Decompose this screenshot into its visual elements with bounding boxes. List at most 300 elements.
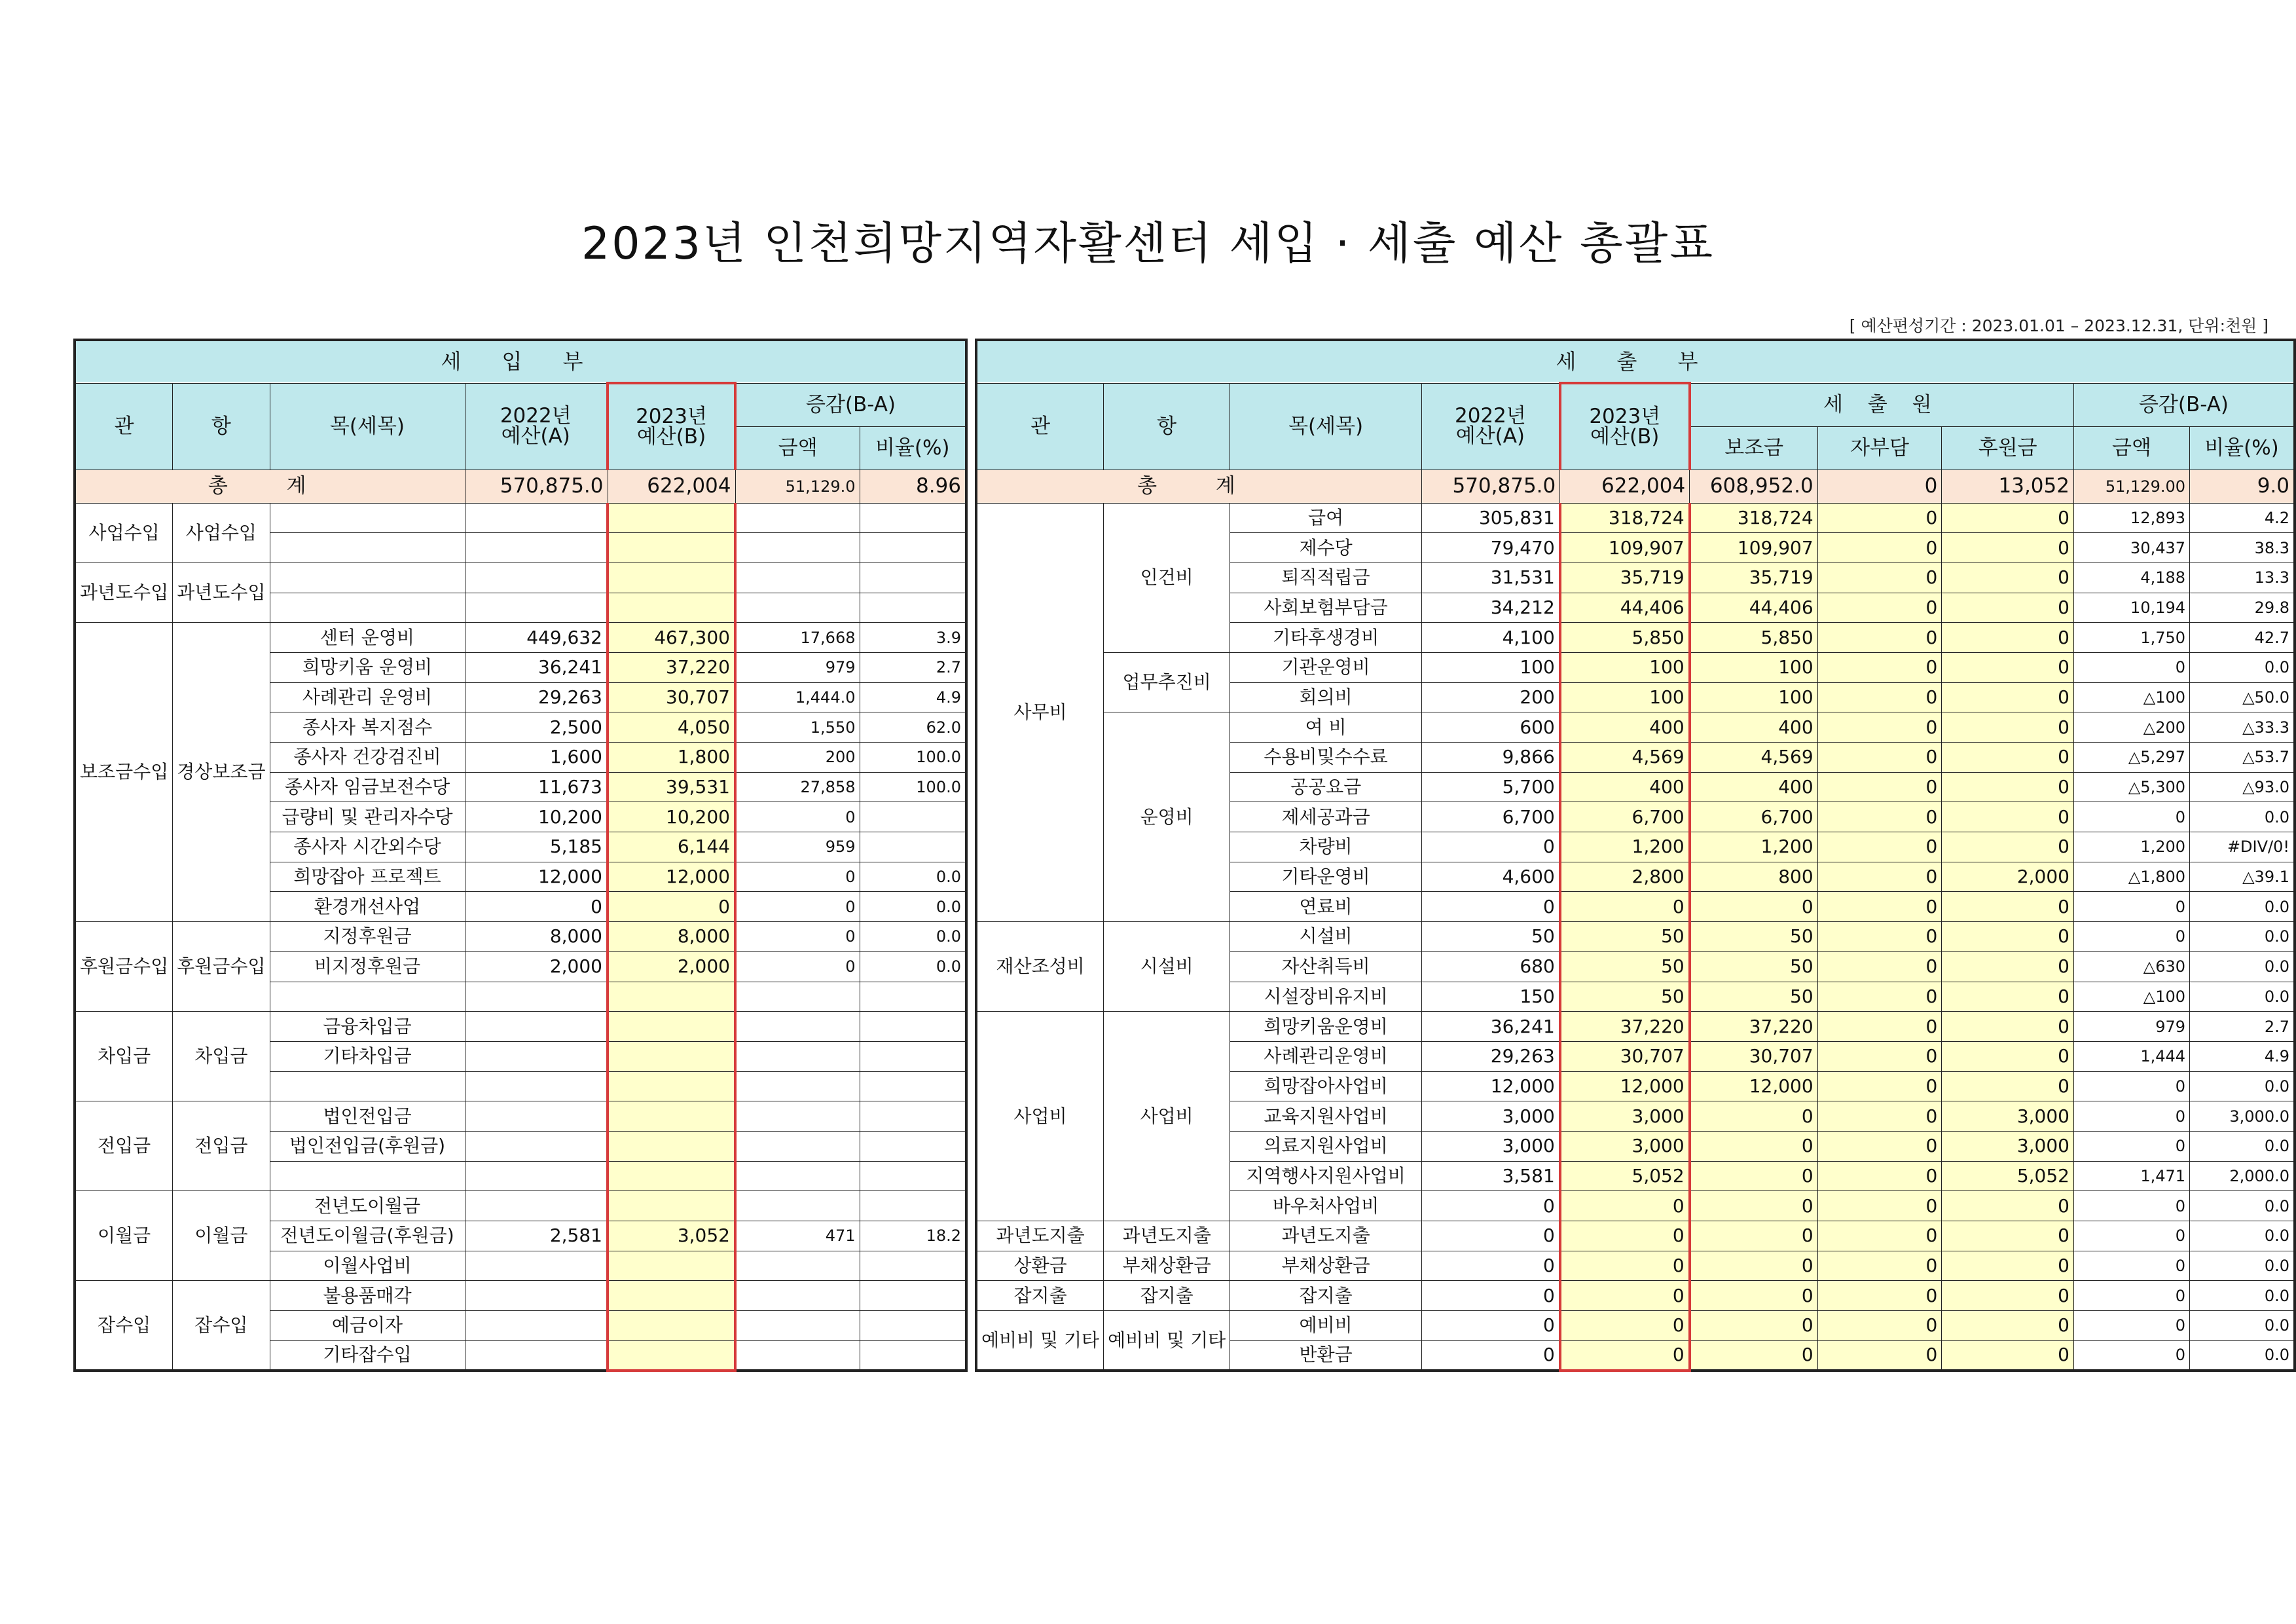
expense-self: 0 [1817, 1131, 1942, 1161]
expense-2022: 34,212 [1422, 593, 1560, 623]
income-change-ratio [860, 1311, 966, 1341]
income-2023 [608, 982, 735, 1012]
income-mok: 전년도이월금 [270, 1191, 465, 1221]
expense-self: 0 [1817, 1311, 1942, 1341]
expense-2023: 3,000 [1560, 1101, 1690, 1132]
expense-mok: 연료비 [1230, 892, 1422, 922]
income-change-ratio [860, 832, 966, 862]
income-gwan: 사업수입 [75, 503, 173, 563]
expense-mok: 교육지원사업비 [1230, 1101, 1422, 1132]
income-mok: 센터 운영비 [270, 623, 465, 653]
income-change-ratio: 100.0 [860, 743, 966, 773]
income-hang: 경상보조금 [173, 623, 270, 922]
expense-change-amount: 0 [2073, 802, 2189, 832]
expense-total-row [976, 470, 2295, 503]
income-2022 [465, 1101, 608, 1132]
expense-change-ratio: 3,000.0 [2190, 1101, 2295, 1132]
expense-self: 0 [1817, 862, 1942, 892]
income-mok: 기타차입금 [270, 1041, 465, 1071]
expense-donation: 0 [1942, 1221, 2074, 1251]
income-gwan: 잡수입 [75, 1281, 173, 1371]
income-2023: 2,000 [608, 951, 735, 982]
expense-2022: 4,100 [1422, 623, 1560, 653]
income-row [75, 1281, 966, 1311]
income-col-2023: 2023년 예산(B) [608, 383, 735, 470]
expense-mok: 과년도지출 [1230, 1221, 1422, 1251]
expense-2023: 2,800 [1560, 862, 1690, 892]
expense-mok: 사례관리운영비 [1230, 1041, 1422, 1071]
expense-subsidy: 400 [1690, 712, 1817, 743]
income-change-amount [735, 1131, 860, 1161]
expense-donation: 0 [1942, 1041, 2074, 1071]
expense-self: 0 [1817, 1191, 1942, 1221]
income-total-2022: 570,875.0 [465, 470, 608, 503]
expense-self: 0 [1817, 1340, 1942, 1371]
expense-gwan: 상환금 [976, 1251, 1104, 1281]
expense-self: 0 [1817, 982, 1942, 1012]
expense-subsidy: 318,724 [1690, 503, 1817, 533]
expense-donation: 0 [1942, 533, 2074, 563]
expense-change-amount: 0 [2073, 1251, 2189, 1281]
expense-2022: 600 [1422, 712, 1560, 743]
expense-self: 0 [1817, 1281, 1942, 1311]
expense-change-ratio: 4.9 [2190, 1041, 2295, 1071]
expense-subsidy: 100 [1690, 682, 1817, 712]
income-mok [270, 563, 465, 593]
income-change-ratio [860, 1281, 966, 1311]
expense-2022: 4,600 [1422, 862, 1560, 892]
expense-change-amount: 4,188 [2073, 563, 2189, 593]
income-2022 [465, 1251, 608, 1281]
expense-2022: 0 [1422, 1311, 1560, 1341]
income-2022: 2,000 [465, 951, 608, 982]
expense-self: 0 [1817, 1012, 1942, 1042]
expense-mok: 희망키움운영비 [1230, 1012, 1422, 1042]
income-change-ratio [860, 1071, 966, 1101]
expense-col-gwan: 관 [976, 383, 1104, 470]
expense-self: 0 [1817, 533, 1942, 563]
income-2023 [608, 593, 735, 623]
expense-change-amount: 0 [2073, 1221, 2189, 1251]
expense-row [976, 712, 2295, 743]
income-mok: 금융차입금 [270, 1012, 465, 1042]
expense-change-ratio: △93.0 [2190, 772, 2295, 802]
income-change-amount [735, 1161, 860, 1191]
expense-subsidy: 4,569 [1690, 743, 1817, 773]
income-change-amount [735, 593, 860, 623]
expense-2022: 305,831 [1422, 503, 1560, 533]
income-2023: 1,800 [608, 743, 735, 773]
expense-2023: 5,052 [1560, 1161, 1690, 1191]
expense-2022: 0 [1422, 892, 1560, 922]
expense-donation: 0 [1942, 623, 2074, 653]
expense-2023: 0 [1560, 1281, 1690, 1311]
expense-col-subsidy: 보조금 [1690, 426, 1817, 470]
income-2023 [608, 1191, 735, 1221]
expense-donation: 0 [1942, 1071, 2074, 1101]
expense-self: 0 [1817, 802, 1942, 832]
income-change-amount [735, 1071, 860, 1101]
expense-2023: 1,200 [1560, 832, 1690, 862]
income-row [75, 623, 966, 653]
expense-donation: 0 [1942, 802, 2074, 832]
expense-change-ratio: 2,000.0 [2190, 1161, 2295, 1191]
expense-change-amount: 0 [2073, 652, 2189, 682]
expense-mok: 제세공과금 [1230, 802, 1422, 832]
expense-self: 0 [1817, 1041, 1942, 1071]
expense-mok: 시설비 [1230, 922, 1422, 952]
income-2022: 2,500 [465, 712, 608, 743]
expense-2022: 150 [1422, 982, 1560, 1012]
expense-total-self: 0 [1817, 470, 1942, 503]
income-2023 [608, 1071, 735, 1101]
income-2022 [465, 1131, 608, 1161]
income-hang: 과년도수입 [173, 563, 270, 622]
income-2023 [608, 1311, 735, 1341]
income-2022 [465, 1281, 608, 1311]
income-2022 [465, 1012, 608, 1042]
expense-change-ratio: 0.0 [2190, 802, 2295, 832]
expense-change-amount: 0 [2073, 922, 2189, 952]
expense-subsidy: 0 [1690, 1221, 1817, 1251]
expense-2022: 36,241 [1422, 1012, 1560, 1042]
expense-subsidy: 0 [1690, 892, 1817, 922]
income-mok: 지정후원금 [270, 922, 465, 952]
income-hang: 후원금수입 [173, 922, 270, 1012]
expense-subsidy: 50 [1690, 951, 1817, 982]
income-change-ratio [860, 1191, 966, 1221]
expense-row [976, 1251, 2295, 1281]
income-2022 [465, 503, 608, 533]
expense-mok: 시설장비유지비 [1230, 982, 1422, 1012]
income-2022: 5,185 [465, 832, 608, 862]
income-change-amount: 0 [735, 892, 860, 922]
income-row [75, 1191, 966, 1221]
expense-col-hang: 항 [1104, 383, 1230, 470]
expense-change-ratio: 0.0 [2190, 1221, 2295, 1251]
expense-row [976, 1311, 2295, 1341]
expense-self: 0 [1817, 623, 1942, 653]
income-gwan: 전입금 [75, 1101, 173, 1191]
expense-donation: 5,052 [1942, 1161, 2074, 1191]
expense-mok: 잡지출 [1230, 1281, 1422, 1311]
expense-self: 0 [1817, 1101, 1942, 1132]
income-2023 [608, 1281, 735, 1311]
expense-2023: 30,707 [1560, 1041, 1690, 1071]
income-hang: 이월금 [173, 1191, 270, 1281]
income-2023: 4,050 [608, 712, 735, 743]
income-change-amount: 959 [735, 832, 860, 862]
expense-donation: 2,000 [1942, 862, 2074, 892]
income-2022: 1,600 [465, 743, 608, 773]
income-col-hang: 항 [173, 383, 270, 470]
income-change-amount [735, 1281, 860, 1311]
expense-col-source: 세 출 원 [1690, 383, 2074, 426]
expense-subsidy: 400 [1690, 772, 1817, 802]
expense-self: 0 [1817, 922, 1942, 952]
income-change-ratio: 0.0 [860, 922, 966, 952]
expense-mok: 기관운영비 [1230, 652, 1422, 682]
expense-2023: 50 [1560, 982, 1690, 1012]
expense-subsidy: 0 [1690, 1340, 1817, 1371]
expense-2023: 318,724 [1560, 503, 1690, 533]
income-mok: 환경개선사업 [270, 892, 465, 922]
expense-change-amount: 0 [2073, 1101, 2189, 1132]
expense-total-2022: 570,875.0 [1422, 470, 1560, 503]
income-change-amount: 0 [735, 802, 860, 832]
expense-2023: 35,719 [1560, 563, 1690, 593]
expense-gwan: 사무비 [976, 503, 1104, 922]
expense-2023: 50 [1560, 951, 1690, 982]
income-hang: 차입금 [173, 1012, 270, 1101]
income-mok: 사례관리 운영비 [270, 682, 465, 712]
expense-change-ratio: 0.0 [2190, 1281, 2295, 1311]
expense-2023: 0 [1560, 1191, 1690, 1221]
income-change-amount: 200 [735, 743, 860, 773]
expense-change-ratio: #DIV/0! [2190, 832, 2295, 862]
income-col-ratio: 비율(%) [860, 426, 966, 470]
expense-donation: 0 [1942, 682, 2074, 712]
income-2023: 10,200 [608, 802, 735, 832]
income-2023: 12,000 [608, 862, 735, 892]
income-mok: 법인전입금 [270, 1101, 465, 1132]
income-change-amount [735, 982, 860, 1012]
income-change-ratio [860, 1340, 966, 1371]
income-col-change: 증감(B-A) [735, 383, 966, 426]
expense-donation: 0 [1942, 982, 2074, 1012]
income-change-amount [735, 1251, 860, 1281]
expense-donation: 0 [1942, 652, 2074, 682]
expense-mok: 부채상환금 [1230, 1251, 1422, 1281]
income-2022: 449,632 [465, 623, 608, 653]
income-2022 [465, 1161, 608, 1191]
income-mok: 희망키움 운영비 [270, 652, 465, 682]
expense-donation: 0 [1942, 1311, 2074, 1341]
expense-gwan: 과년도지출 [976, 1221, 1104, 1251]
expense-self: 0 [1817, 743, 1942, 773]
expense-col-mok: 목(세목) [1230, 383, 1422, 470]
expense-change-amount: △100 [2073, 982, 2189, 1012]
income-gwan: 이월금 [75, 1191, 173, 1281]
income-change-ratio: 2.7 [860, 652, 966, 682]
expense-change-amount: 0 [2073, 1071, 2189, 1101]
expense-change-ratio: 0.0 [2190, 922, 2295, 952]
expense-mok: 제수당 [1230, 533, 1422, 563]
expense-2022: 3,000 [1422, 1131, 1560, 1161]
expense-change-ratio: 0.0 [2190, 1071, 2295, 1101]
expense-mok: 기타후생경비 [1230, 623, 1422, 653]
expense-change-ratio: 38.3 [2190, 533, 2295, 563]
expense-self: 0 [1817, 1251, 1942, 1281]
income-change-ratio: 100.0 [860, 772, 966, 802]
expense-self: 0 [1817, 1221, 1942, 1251]
income-change-amount [735, 533, 860, 563]
expense-2023: 400 [1560, 712, 1690, 743]
income-2022: 29,263 [465, 682, 608, 712]
income-mok: 급량비 및 관리자수당 [270, 802, 465, 832]
expense-col-ratio: 비율(%) [2190, 426, 2295, 470]
expense-change-amount: 1,444 [2073, 1041, 2189, 1071]
income-change-amount [735, 1101, 860, 1132]
income-change-ratio [860, 503, 966, 533]
expense-2022: 200 [1422, 682, 1560, 712]
income-2023 [608, 503, 735, 533]
expense-change-amount: 0 [2073, 892, 2189, 922]
expense-donation: 0 [1942, 1340, 2074, 1371]
income-gwan: 보조금수입 [75, 623, 173, 922]
expense-change-ratio: 0.0 [2190, 1340, 2295, 1371]
expense-donation: 3,000 [1942, 1101, 2074, 1132]
income-total-2023: 622,004 [608, 470, 735, 503]
income-change-amount: 0 [735, 862, 860, 892]
expense-mok: 바우처사업비 [1230, 1191, 1422, 1221]
expense-hang: 시설비 [1104, 922, 1230, 1012]
expense-total-ratio: 9.0 [2190, 470, 2295, 503]
income-change-amount [735, 563, 860, 593]
expense-row [976, 652, 2295, 682]
income-mok [270, 1161, 465, 1191]
income-change-amount: 979 [735, 652, 860, 682]
expense-change-ratio: 0.0 [2190, 1311, 2295, 1341]
income-2023: 37,220 [608, 652, 735, 682]
expense-mok: 자산취득비 [1230, 951, 1422, 982]
income-2023: 0 [608, 892, 735, 922]
expense-self: 0 [1817, 1161, 1942, 1191]
income-change-ratio [860, 593, 966, 623]
income-mok [270, 982, 465, 1012]
expense-subsidy: 37,220 [1690, 1012, 1817, 1042]
expense-2023: 37,220 [1560, 1012, 1690, 1042]
expense-change-amount: 12,893 [2073, 503, 2189, 533]
income-change-ratio [860, 1131, 966, 1161]
expense-2023: 4,569 [1560, 743, 1690, 773]
expense-donation: 0 [1942, 1251, 2074, 1281]
income-2022 [465, 1071, 608, 1101]
expense-change-ratio: 0.0 [2190, 951, 2295, 982]
income-mok: 비지정후원금 [270, 951, 465, 982]
income-change-amount: 0 [735, 951, 860, 982]
income-mok [270, 1071, 465, 1101]
income-total-ratio: 8.96 [860, 470, 966, 503]
income-total-label: 총 계 [75, 470, 465, 503]
expense-2022: 29,263 [1422, 1041, 1560, 1071]
income-mok [270, 593, 465, 623]
expense-2023: 400 [1560, 772, 1690, 802]
expense-subsidy: 109,907 [1690, 533, 1817, 563]
income-change-ratio: 0.0 [860, 862, 966, 892]
expense-mok: 수용비및수수료 [1230, 743, 1422, 773]
income-2022: 12,000 [465, 862, 608, 892]
expense-subsidy: 5,850 [1690, 623, 1817, 653]
expense-change-amount: △630 [2073, 951, 2189, 982]
expense-2023: 100 [1560, 682, 1690, 712]
expense-total-subsidy: 608,952.0 [1690, 470, 1817, 503]
expense-gwan: 예비비 및 기타 [976, 1311, 1104, 1371]
income-2022 [465, 1311, 608, 1341]
expense-self: 0 [1817, 712, 1942, 743]
expense-2023: 109,907 [1560, 533, 1690, 563]
expense-subsidy: 800 [1690, 862, 1817, 892]
income-change-ratio: 0.0 [860, 892, 966, 922]
income-2022 [465, 1340, 608, 1371]
expense-2023: 12,000 [1560, 1071, 1690, 1101]
expense-2023: 44,406 [1560, 593, 1690, 623]
expense-change-ratio: 13.3 [2190, 563, 2295, 593]
income-2023: 30,707 [608, 682, 735, 712]
expense-2022: 3,000 [1422, 1101, 1560, 1132]
expense-mok: 퇴직적립금 [1230, 563, 1422, 593]
income-gwan: 차입금 [75, 1012, 173, 1101]
expense-col-donation: 후원금 [1942, 426, 2074, 470]
expense-donation: 0 [1942, 1281, 2074, 1311]
expense-self: 0 [1817, 951, 1942, 982]
income-change-amount [735, 1041, 860, 1071]
income-gwan: 과년도수입 [75, 563, 173, 622]
budget-period-note: [ 예산편성기간 : 2023.01.01 – 2023.12.31, 단위:천원 ] [1849, 316, 2269, 335]
expense-change-ratio: △33.3 [2190, 712, 2295, 743]
expense-2023: 6,700 [1560, 802, 1690, 832]
expense-gwan: 잡지출 [976, 1281, 1104, 1311]
income-2022 [465, 593, 608, 623]
expense-change-amount: 10,194 [2073, 593, 2189, 623]
income-change-amount [735, 1191, 860, 1221]
expense-hang: 운영비 [1104, 712, 1230, 922]
expense-hang: 예비비 및 기타 [1104, 1311, 1230, 1371]
expense-change-amount: 1,471 [2073, 1161, 2189, 1191]
income-2022: 11,673 [465, 772, 608, 802]
expense-hang: 업무추진비 [1104, 652, 1230, 712]
income-hang: 전입금 [173, 1101, 270, 1191]
expense-2023: 5,850 [1560, 623, 1690, 653]
expense-change-ratio: 0.0 [2190, 1251, 2295, 1281]
expense-donation: 0 [1942, 563, 2074, 593]
expense-donation: 0 [1942, 593, 2074, 623]
income-col-amount: 금액 [735, 426, 860, 470]
expense-change-amount: 979 [2073, 1012, 2189, 1042]
expense-subsidy: 50 [1690, 982, 1817, 1012]
expense-2022: 0 [1422, 832, 1560, 862]
expense-donation: 0 [1942, 712, 2074, 743]
income-change-ratio [860, 563, 966, 593]
expense-2022: 50 [1422, 922, 1560, 952]
expense-self: 0 [1817, 682, 1942, 712]
income-change-ratio [860, 1161, 966, 1191]
expense-total-donation: 13,052 [1942, 470, 2074, 503]
expense-mok: 차량비 [1230, 832, 1422, 862]
income-change-ratio [860, 1101, 966, 1132]
income-change-ratio [860, 533, 966, 563]
income-row [75, 922, 966, 952]
income-2023 [608, 1131, 735, 1161]
expense-2023: 0 [1560, 1221, 1690, 1251]
expense-change-amount: 0 [2073, 1281, 2189, 1311]
expense-self: 0 [1817, 652, 1942, 682]
expense-change-ratio: 0.0 [2190, 1131, 2295, 1161]
expense-self: 0 [1817, 563, 1942, 593]
income-change-amount: 27,858 [735, 772, 860, 802]
expense-2022: 100 [1422, 652, 1560, 682]
expense-change-ratio: 0.0 [2190, 982, 2295, 1012]
expense-2022: 12,000 [1422, 1071, 1560, 1101]
income-change-ratio: 18.2 [860, 1221, 966, 1251]
expense-change-ratio: 42.7 [2190, 623, 2295, 653]
expense-row [976, 503, 2295, 533]
expense-change-ratio: 0.0 [2190, 892, 2295, 922]
income-mok: 예금이자 [270, 1311, 465, 1341]
income-2023: 6,144 [608, 832, 735, 862]
expense-donation: 3,000 [1942, 1131, 2074, 1161]
expense-2023: 0 [1560, 1251, 1690, 1281]
